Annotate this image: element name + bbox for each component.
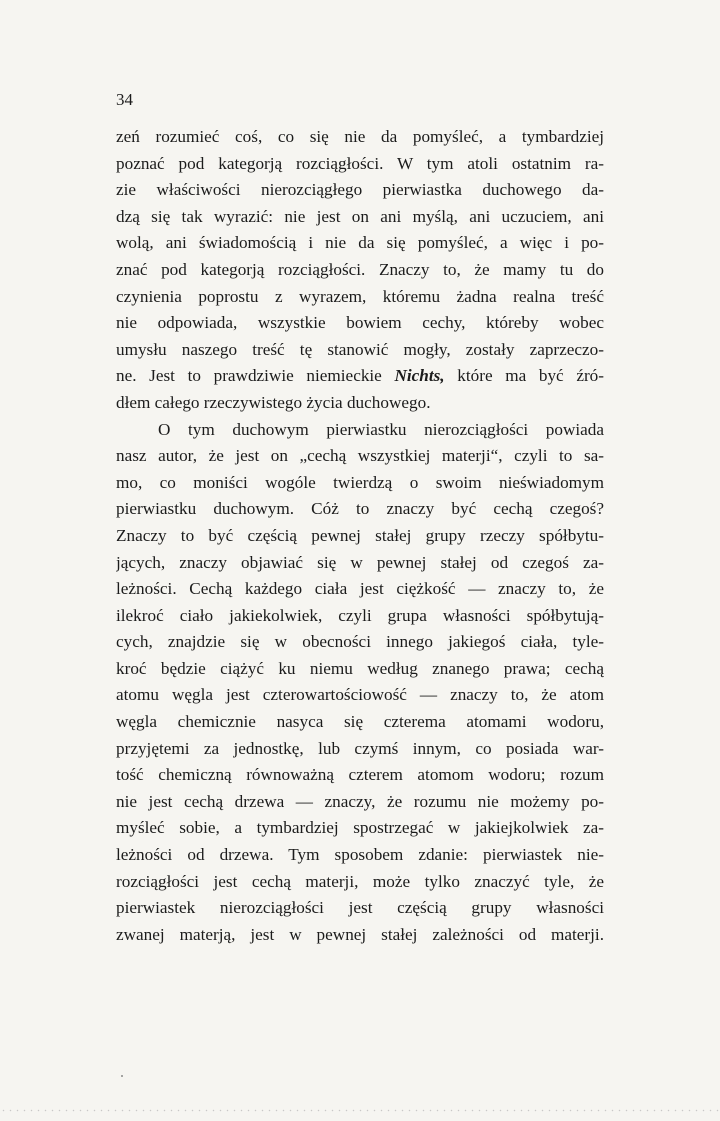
- text-line: dłem całego rzeczywistego życia duchowego.: [116, 392, 431, 412]
- page-number: 34: [116, 90, 133, 109]
- text-line: mo, co moniści wogóle twierdzą o swoim nieświadomym: [116, 472, 604, 492]
- scan-edge-noise: [0, 1109, 720, 1112]
- text-line: tość chemiczną równoważną czterem atomom wodoru; rozum: [116, 765, 604, 785]
- emphasized-word: Nichts,: [394, 366, 445, 386]
- text-line: zeń rozumieć coś, co się nie da pomyśleć, a tymbardziej: [116, 127, 604, 146]
- body-text: [116, 124, 604, 948]
- text-line: leżności. Cechą każdego ciała jest ciężkość — znaczy to, że: [116, 579, 604, 599]
- text-line: rozciągłości jest cechą materji, może tylko znaczyć tyle, że: [116, 871, 604, 891]
- text-line: myśleć sobie, a tymbardziej spostrzegać w jakiejkolwiek za-: [116, 818, 604, 838]
- text-line: przyjętemi za jednostkę, lub czymś innym, co posiada war-: [116, 738, 604, 758]
- scan-speck: [121, 1075, 123, 1077]
- text-line: leżności od drzewa. Tym sposobem zdanie: pierwiastek nie-: [116, 845, 604, 865]
- text-line: pierwiastku duchowym. Cóż to znaczy być cechą czegoś?: [116, 499, 604, 519]
- text-line: węgla chemicznie nasyca się czterema atomami wodoru,: [116, 712, 604, 732]
- text-segment: ne. Jest to prawdziwie niemieckie: [116, 366, 395, 386]
- text-line: zie właściwości nierozciągłego pierwiastka duchowego da-: [116, 180, 604, 200]
- text-segment: które ma być źró-: [444, 366, 604, 386]
- text-line: nie jest cechą drzewa — znaczy, że rozumu nie możemy po-: [116, 791, 604, 811]
- text-line: jących, znaczy objawiać się w pewnej stałej od czegoś za-: [116, 552, 604, 572]
- text-line: dzą się tak wyrazić: nie jest on ani myślą, ani uczuciem, ani: [116, 206, 604, 226]
- text-line: kroć będzie ciążyć ku niemu według znanego prawa; cechą: [116, 658, 604, 678]
- text-line: umysłu naszego treść tę stanowić mogły, zostały zaprzeczo-: [116, 339, 604, 359]
- text-line: nie odpowiada, wszystkie bowiem cechy, któreby wobec: [116, 313, 604, 333]
- text-line: ilekroć ciało jakiekolwiek, czyli grupa własności spółbytują-: [116, 605, 604, 625]
- text-line: atomu węgla jest czterowartościowość — znaczy to, że atom: [116, 685, 604, 705]
- text-line: czynienia poprostu z wyrazem, któremu żadna realna treść: [116, 286, 604, 306]
- text-line: znać pod kategorją rozciągłości. Znaczy to, że mamy tu do: [116, 259, 604, 279]
- text-line-with-emphasis: [116, 363, 604, 390]
- text-line: pierwiastek nierozciągłości jest częścią grupy własności: [116, 898, 604, 918]
- text-line: wolą, ani świadomością i nie da się pomyśleć, a więc i po-: [116, 233, 604, 253]
- text-line: poznać pod kategorją rozciągłości. W tym atoli ostatnim ra-: [116, 153, 604, 173]
- text-line: cych, znajdzie się w obecności innego jakiegoś ciała, tyle-: [116, 632, 604, 652]
- text-line: Znaczy to być częścią pewnej stałej grupy rzeczy spółbytu-: [116, 525, 604, 545]
- paragraph-first-line: O tym duchowym pierwiastku nierozciągłości powiada: [158, 419, 604, 439]
- text-line: zwanej materją, jest w pewnej stałej zależności od materji.: [116, 924, 604, 944]
- text-line: nasz autor, że jest on „cechą wszystkiej materji“, czyli to sa-: [116, 446, 604, 466]
